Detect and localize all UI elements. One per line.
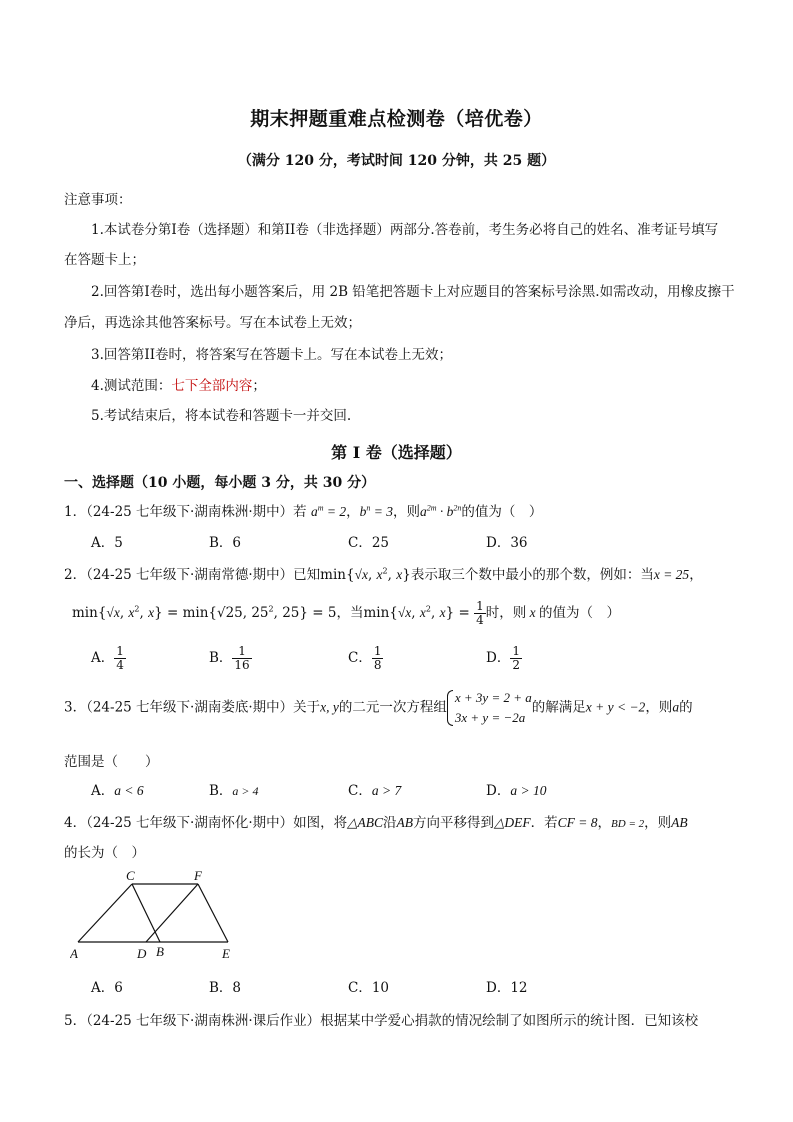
- q2-option-c-num: 1: [373, 644, 382, 658]
- notice-item-2-cont: 净后，再选涂其他答案标号。写在本试卷上无效；: [64, 315, 361, 331]
- q3-mid3: ，则: [645, 699, 673, 716]
- q1-option-d[interactable]: D．36: [486, 535, 528, 551]
- q2-eq: = 5: [312, 605, 337, 622]
- notice-item-1: 1.本试卷分第I卷（选择题）和第II卷（非选择题）两部分.答卷前，考生务必将自己的姓名、准考证号填写: [91, 222, 719, 238]
- q3-option-a-value: a < 6: [114, 783, 144, 798]
- q4-mid2: 方向平移得到: [413, 815, 495, 831]
- q4-option-b[interactable]: B．8: [209, 980, 242, 996]
- q2-option-c-den: 8: [373, 658, 382, 673]
- q3-vars: x, y: [320, 699, 339, 715]
- q3-option-b-label: B．: [209, 783, 233, 799]
- page-title: 期末押题重难点检测卷（培优卷）: [250, 108, 543, 130]
- q4-tri2: △DEF: [494, 815, 531, 830]
- q3-prefix: 3．（24-25 七年级下·湖南娄底·期中）关于: [64, 699, 321, 716]
- label-b: B: [156, 944, 164, 959]
- q3-option-c[interactable]: [348, 779, 401, 799]
- q4-cf: CF = 8: [557, 815, 598, 830]
- q4-mid3: ．若: [530, 815, 558, 831]
- q4-tri1: △ABC: [347, 815, 384, 830]
- q4-prefix: 4．（24-25 七年级下·湖南怀化·期中）如图，将: [64, 815, 348, 831]
- q2-option-d-label: D．: [486, 650, 511, 667]
- q1-option-b[interactable]: B．6: [209, 535, 242, 551]
- q3-option-b[interactable]: [209, 779, 259, 799]
- q3-eq1: x + 3y = 2 + a: [454, 690, 532, 705]
- q3-cond: x + y < −2: [585, 699, 646, 715]
- q2-option-d-num: 1: [512, 644, 520, 658]
- section-title: 第 I 卷（选择题）: [331, 443, 462, 462]
- q2-mid: 表示取三个数中最小的那个数，例如：当: [410, 567, 654, 583]
- q1-cond1: $a^m = 2$: [310, 503, 347, 519]
- q1-suffix: 的值为（ ）: [461, 504, 543, 520]
- q2-option-a-label: A．: [91, 650, 115, 667]
- notice-item-4-end: ；: [252, 378, 266, 394]
- q4-option-a[interactable]: A．6: [91, 980, 123, 996]
- question-2-line-2: [72, 600, 620, 627]
- q3-option-d[interactable]: [486, 779, 546, 799]
- q2-option-d[interactable]: [486, 645, 522, 672]
- label-c: C: [126, 868, 135, 883]
- q2-option-a-num: 1: [116, 644, 124, 658]
- q4-translation-figure: [70, 868, 250, 964]
- q1-prefix: 1．（24-25 七年级下·湖南株洲·期中）若: [64, 504, 307, 520]
- q3-option-b-value: a > 4: [232, 784, 259, 798]
- question-2-line-1: [64, 563, 703, 583]
- q3-option-c-value: a > 7: [371, 783, 402, 798]
- question-4-line-2: 的长为（ ）: [64, 845, 145, 861]
- q3-var-a: a: [672, 699, 680, 715]
- q1-mid: ，则: [392, 504, 420, 520]
- notice-item-4-value: 七下全部内容: [171, 378, 253, 394]
- q2-option-b-num: 1: [232, 645, 251, 659]
- q3-end: 的: [679, 699, 693, 716]
- q2-x-eq: x = 25: [653, 567, 690, 582]
- q2-option-b-label: B．: [209, 650, 233, 667]
- q2-option-b-den: 16: [234, 658, 250, 673]
- line-df: [146, 884, 198, 942]
- question-4-line-1: [64, 811, 688, 831]
- q2-line2-tail: 的值为（ ）: [538, 605, 620, 622]
- part-heading: 一、选择题（10 小题，每小题 3 分，共 30 分）: [64, 475, 376, 491]
- question-5-line-1: 5．（24-25 七年级下·湖南株洲·课后作业）根据某中学爱心捐款的情况绘制了如图所示的统计图．已知该校: [64, 1013, 699, 1029]
- q2-option-c-label: C．: [348, 650, 372, 667]
- notice-item-2: 2.回答第I卷时，选出每小题答案后，用 2B 铅笔把答题卡上对应题目的答案标号涂黑.如需改动，用橡皮擦干: [91, 284, 735, 300]
- q2-option-b[interactable]: [209, 645, 252, 672]
- q1-sep: ，: [346, 504, 360, 520]
- q3-mid: 的二元一次方程组: [338, 699, 447, 716]
- q1-option-a[interactable]: A．5: [91, 535, 123, 551]
- notice-item-1-cont: 在答题卡上；: [64, 252, 145, 268]
- q2-example: min{√x, $x^2$, x} = min{√25, $25^2$, 25}: [72, 604, 313, 622]
- question-3-line-2: 范围是（ ）: [64, 754, 159, 770]
- line-fe: [198, 884, 228, 942]
- q4-seg: AB: [396, 815, 414, 830]
- q3-eq2: 3x + y = −2a: [454, 710, 526, 725]
- notice-item-5: 5.考试结束后，将本试卷和答题卡一并交回.: [91, 408, 352, 424]
- q2-cond: min{√x, $x^2$, x} = $\frac{1}{4}$: [363, 599, 484, 628]
- line-ac: [78, 884, 132, 942]
- line-cb: [132, 884, 160, 942]
- q3-option-a[interactable]: [91, 779, 144, 799]
- q4-mid4: ，则: [644, 815, 672, 831]
- q3-mid2: 的解满足: [531, 699, 586, 716]
- q4-option-d[interactable]: D．12: [486, 980, 528, 996]
- q3-option-a-label: A．: [91, 783, 115, 799]
- q4-mid1: 沿: [383, 815, 397, 831]
- notice-heading: 注意事项：: [64, 192, 132, 208]
- label-e: E: [222, 946, 230, 961]
- q2-option-c[interactable]: [348, 645, 383, 672]
- q1-cond2: $b^n = 3$: [359, 503, 393, 519]
- q2-option-a-den: 4: [116, 658, 124, 673]
- q2-line2-end: 时，则: [485, 605, 527, 622]
- q2-var-x: x: [526, 605, 539, 621]
- label-a: A: [70, 946, 78, 961]
- q4-option-c[interactable]: C．10: [348, 980, 390, 996]
- q4-ab: AB: [671, 815, 688, 830]
- notice-item-3: 3.回答第II卷时，将答案写在答题卡上。写在本试卷上无效；: [91, 347, 453, 363]
- q1-option-c[interactable]: C．25: [348, 535, 390, 551]
- q1-expr: $a^{2m} \cdot b^{2n}$: [419, 503, 462, 519]
- q4-sep: ，: [597, 815, 612, 831]
- q2-min-expr: min{√x, $x^2$, x}: [320, 566, 411, 583]
- q4-bd: BD = 2: [611, 818, 645, 830]
- q2-line2-mid: ，当: [336, 605, 364, 622]
- notice-item-4-label: 4.测试范围：: [91, 378, 172, 394]
- page-subtitle: （满分 120 分，考试时间 120 分钟，共 25 题）: [237, 153, 556, 169]
- question-1: [64, 500, 542, 520]
- q2-prefix: 2．（24-25 七年级下·湖南常德·期中）已知: [64, 567, 321, 583]
- q3-equation-system: [447, 688, 532, 728]
- q2-option-d-den: 2: [512, 658, 520, 673]
- label-d: D: [137, 946, 147, 961]
- question-3-line-1: [64, 688, 693, 728]
- q3-option-d-label: D．: [486, 783, 511, 799]
- label-f: F: [194, 868, 202, 883]
- q3-option-c-label: C．: [348, 783, 372, 799]
- notice-item-4: [91, 374, 266, 394]
- q2-option-a[interactable]: [91, 645, 126, 672]
- q3-option-d-value: a > 10: [510, 783, 547, 798]
- q2-line1-end: ，: [689, 567, 703, 583]
